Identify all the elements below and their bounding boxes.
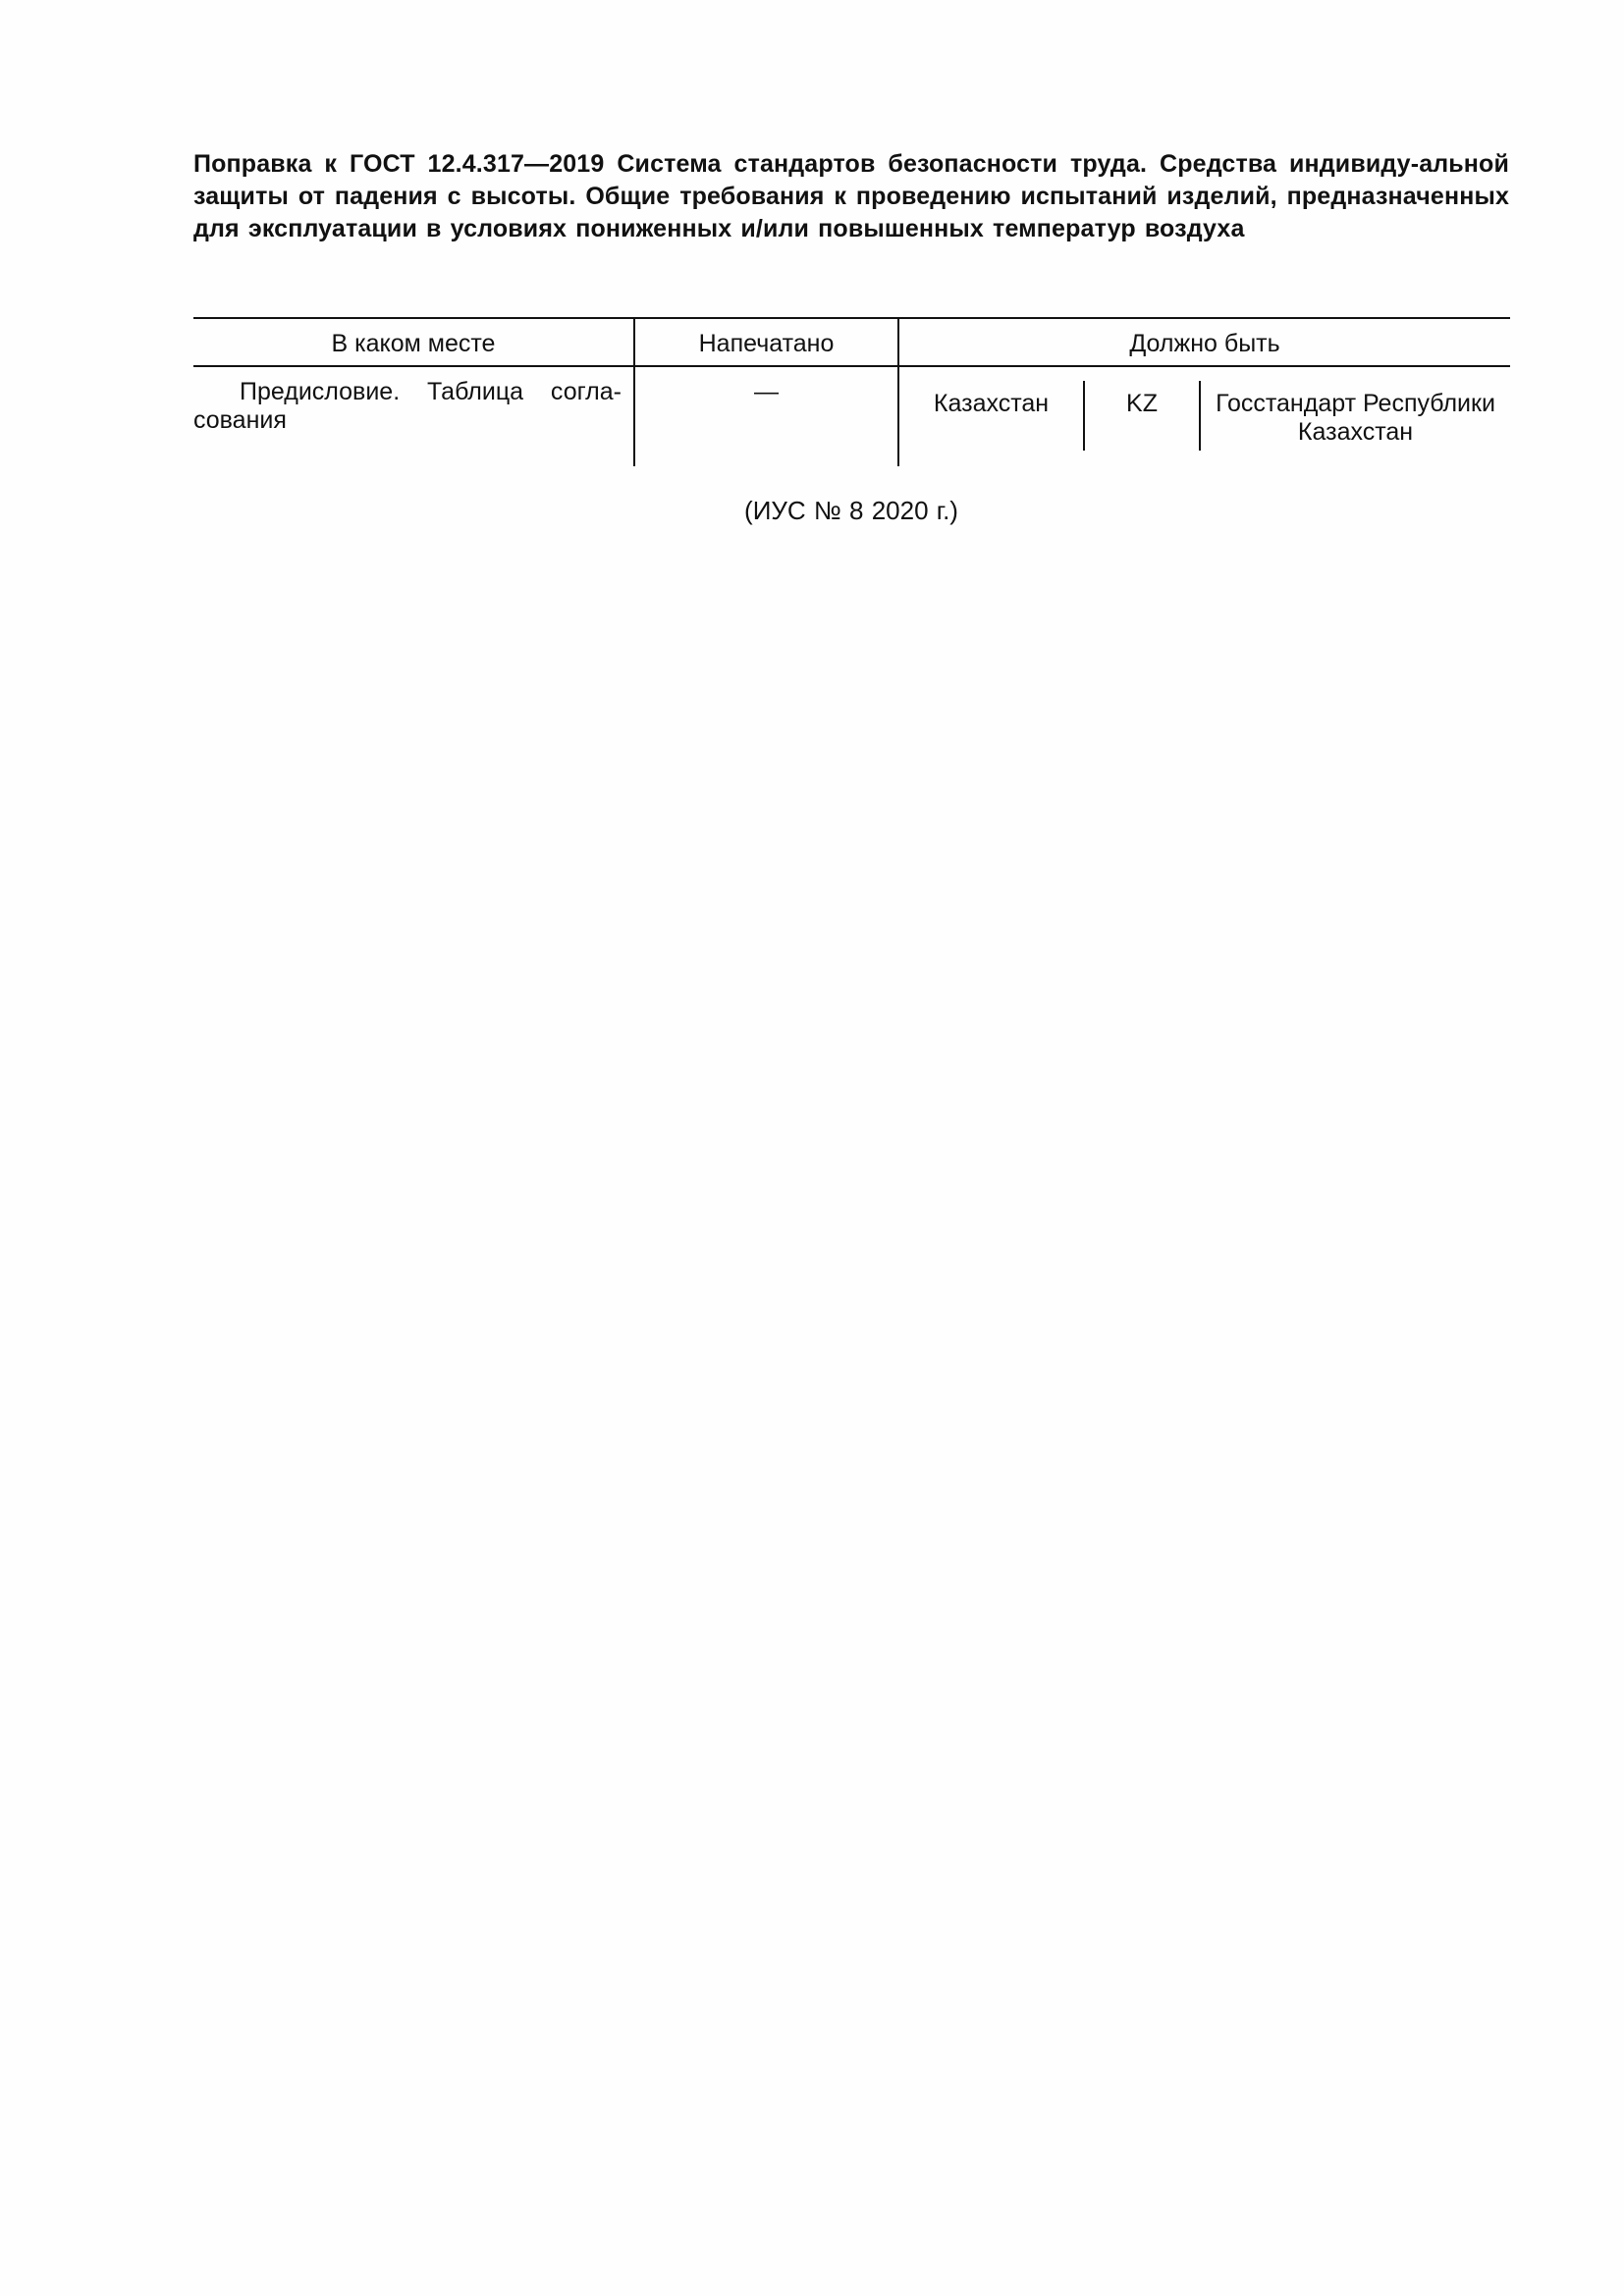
publication-reference: (ИУС № 8 2020 г.) [744,496,958,525]
cell-country: Казахстан [933,390,1050,417]
cell-place: Предисловие. Таблица согла-сования [193,378,622,434]
table-header-rule [193,365,1510,367]
cell-country-code: KZ [1126,390,1158,417]
cell-printed: — [754,378,779,405]
amendment-table [193,317,1510,466]
document-title: Поправка к ГОСТ 12.4.317—2019 Система стандартов безопасности труда. Средства индивиду-альной защиты от падения с высоты. Общие требования к проведению испытаний изделий, предназначенных для эксплуатации в условиях пониженных и/или повышенных температур воздуха [193,150,1509,242]
cell-organization: Госстандарт Республики Казахстан [1216,390,1495,446]
table-top-rule [193,317,1510,319]
header-place: В каком месте [331,330,496,357]
header-printed: Напечатано [698,330,835,357]
header-should-be: Должно быть [1129,330,1280,357]
